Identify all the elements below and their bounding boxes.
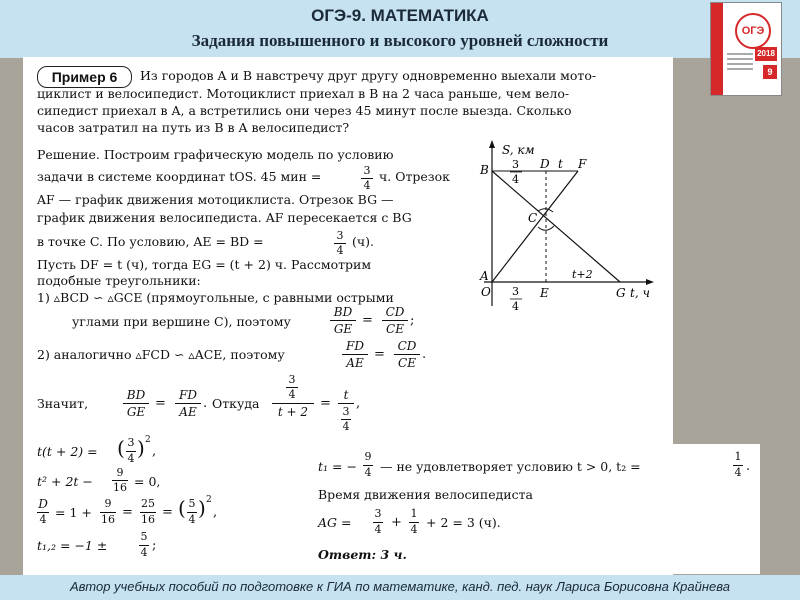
paren-close: ) <box>137 436 145 460</box>
frac-cd: CD <box>397 339 417 353</box>
continuation-line-1b: — не удовлетворяет условию t > 0, t₂ = <box>380 459 641 474</box>
label-f: F <box>578 157 587 171</box>
frac-3-4-den: 4 <box>342 420 350 433</box>
solution-line-2b: ч. Отрезок <box>379 169 450 184</box>
equation-3c: = <box>122 505 133 520</box>
solution-line-7: подобные треугольники: <box>37 273 201 288</box>
solution-line-1: Решение. Построим графическую модель по условию <box>37 147 394 162</box>
frac-ce: CE <box>386 322 404 336</box>
frac-3-4-num: 3 <box>127 436 135 449</box>
frac-3-4-num: 3 <box>374 507 382 520</box>
label-e: E <box>540 286 549 300</box>
continuation-line-3b: + <box>391 515 402 530</box>
frac-9: 9 <box>364 450 372 463</box>
segment-af <box>492 171 578 282</box>
cover-grade: 9 <box>763 65 777 79</box>
frac-t: t <box>343 388 349 402</box>
page-title: ОГЭ-9. МАТЕМАТИКА <box>311 6 489 25</box>
label-t-plus-2: t+2 <box>572 268 593 281</box>
solution-line-10: 2) аналогично ▵FCD ∽ ▵ACE, поэтому <box>37 347 285 362</box>
period: . <box>203 396 208 411</box>
label-frac-num-bottom: 3 <box>512 285 519 298</box>
continuation-line-2: Время движения велосипедиста <box>318 487 534 502</box>
frac-cd: CD <box>385 305 405 319</box>
frac-3-4-den: 4 <box>363 179 371 192</box>
oge-logo: ОГЭ <box>735 13 771 49</box>
frac-ge: GE <box>126 405 146 419</box>
frac-4: 4 <box>39 513 47 526</box>
label-o: O <box>481 285 491 299</box>
continuation-line-3a: AG = <box>318 515 352 530</box>
frac-1: 1 <box>410 507 418 520</box>
frac-ge: GE <box>333 322 353 336</box>
solution-line-9: углами при вершине C), поэтому <box>72 314 291 329</box>
cover-year: 2018 <box>755 47 777 61</box>
solution-line-8: 1) ▵BCD ∽ ▵GCE (прямоугольные, с равными острыми <box>37 290 394 305</box>
frac-d: D <box>38 497 48 511</box>
frac-4: 4 <box>188 513 196 526</box>
frac-9: 9 <box>104 497 112 510</box>
frac-bd: BD <box>333 305 353 319</box>
label-t-axis: t, ч <box>630 286 650 300</box>
frac-fd: FD <box>179 388 197 402</box>
frac-ce: CE <box>398 356 416 370</box>
exponent: 2 <box>206 495 212 505</box>
problem-line-2: циклист и велосипедист. Мотоциклист приехал в B на 2 часа раньше, чем вело- <box>37 86 570 101</box>
equation-3b: = 1 + <box>55 505 92 520</box>
problem-line-4: часов затратил на путь из B в A велосипедист? <box>37 120 350 135</box>
comma: , <box>152 444 157 459</box>
segment-bg <box>492 171 620 282</box>
s-axis-arrow <box>489 140 495 148</box>
cover-text-lines <box>727 53 753 55</box>
equals-sign: = <box>374 347 385 362</box>
semicolon: ; <box>410 313 415 328</box>
equation-1: t(t + 2) = <box>37 444 98 459</box>
frac-3-4-den: 4 <box>374 523 382 536</box>
frac-t-plus-2: t + 2 <box>277 405 309 419</box>
frac-16: 16 <box>141 513 155 526</box>
frac-4: 4 <box>364 466 372 479</box>
solution-line-5a: в точке C. По условию, AE = BD = <box>37 234 264 249</box>
solution-line-11b: Откуда <box>212 396 260 411</box>
book-cover-image <box>710 2 782 96</box>
comma: , <box>356 396 361 411</box>
solution-line-2a: задачи в системе координат tOS. 45 мин = <box>37 169 322 184</box>
problem-line-1: Из городов A и B навстречу друг другу одновременно выехали мото- <box>140 68 597 83</box>
frac-4: 4 <box>734 466 742 479</box>
continuation-line-1a: t₁ = − <box>318 459 357 474</box>
label-d: D <box>540 157 550 171</box>
solution-line-3: AF — график движения мотоциклиста. Отрезок BG — <box>37 192 394 207</box>
paren-close: ) <box>198 496 206 520</box>
solution-line-4: график движения велосипедиста. AF пересекается с BG <box>37 210 412 225</box>
frac-3-4-den: 4 <box>288 388 296 401</box>
label-frac-num: 3 <box>512 158 519 171</box>
label-c: C <box>528 211 538 225</box>
equals-sign: = <box>155 396 166 411</box>
frac-1: 1 <box>734 450 742 463</box>
label-a: A <box>480 269 489 283</box>
exponent: 2 <box>145 435 151 445</box>
solution-line-5b: (ч). <box>352 234 374 249</box>
frac-16: 16 <box>113 481 127 494</box>
frac-ae: AE <box>179 405 197 419</box>
frac-3-4-num: 3 <box>336 229 344 242</box>
footer-author: Автор учебных пособий по подготовке к ГИА по математике, канд. пед. наук Лариса Борисовна Крайнева <box>69 579 730 594</box>
comma: , <box>213 505 218 520</box>
t-axis-arrow <box>646 279 654 285</box>
label-g: G <box>616 286 626 300</box>
frac-3-4-den: 4 <box>127 452 135 465</box>
solution-line-11a: Значит, <box>37 396 89 411</box>
frac-3-4-den: 4 <box>336 244 344 257</box>
equation-3d: = <box>162 505 173 520</box>
frac-4: 4 <box>410 523 418 536</box>
frac-3-4-num: 3 <box>363 164 371 177</box>
frac-3-4-num: 3 <box>288 373 296 386</box>
equation-4: t₁,₂ = −1 ± <box>37 538 108 553</box>
footer-bar <box>0 575 800 600</box>
continuation-line-1c: . <box>746 459 751 474</box>
frac-16: 16 <box>101 513 115 526</box>
label-b: B <box>480 163 489 177</box>
frac-9: 9 <box>116 466 124 479</box>
label-t: t <box>558 157 563 171</box>
period: . <box>422 347 427 362</box>
cover-spine <box>711 3 723 95</box>
equals-sign: = <box>320 396 331 411</box>
distance-time-graph <box>470 136 660 316</box>
example-badge: Пример 6 <box>37 66 132 88</box>
frac-fd: FD <box>346 339 364 353</box>
semicolon: ; <box>152 538 157 553</box>
label-s-axis: S, км <box>502 143 535 157</box>
problem-line-3: сипедист приехал в A, а встретились они через 45 минут после выезда. Сколько <box>37 103 572 118</box>
frac-5: 5 <box>188 497 196 510</box>
frac-5: 5 <box>140 530 148 543</box>
frac-bd: BD <box>126 388 146 402</box>
frac-4: 4 <box>140 546 148 559</box>
frac-25: 25 <box>141 497 155 510</box>
header-bar <box>0 0 800 58</box>
equation-2: t² + 2t − <box>37 474 93 489</box>
equals-sign: = <box>362 313 373 328</box>
continuation-line-3c: + 2 = 3 (ч). <box>426 515 501 530</box>
paren-open: ( <box>178 496 186 520</box>
label-frac-den-bottom: 4 <box>512 300 519 313</box>
paren-open: ( <box>117 436 125 460</box>
solution-line-6: Пусть DF = t (ч), тогда EG = (t + 2) ч. Рассмотрим <box>37 257 372 272</box>
page-subtitle: Задания повышенного и высокого уровней сложности <box>191 31 609 50</box>
frac-ae: AE <box>346 356 364 370</box>
label-frac-den: 4 <box>512 173 519 186</box>
equation-2b: = 0, <box>134 474 161 489</box>
frac-3-4-num: 3 <box>342 405 350 418</box>
answer-line: Ответ: 3 ч. <box>318 547 407 562</box>
